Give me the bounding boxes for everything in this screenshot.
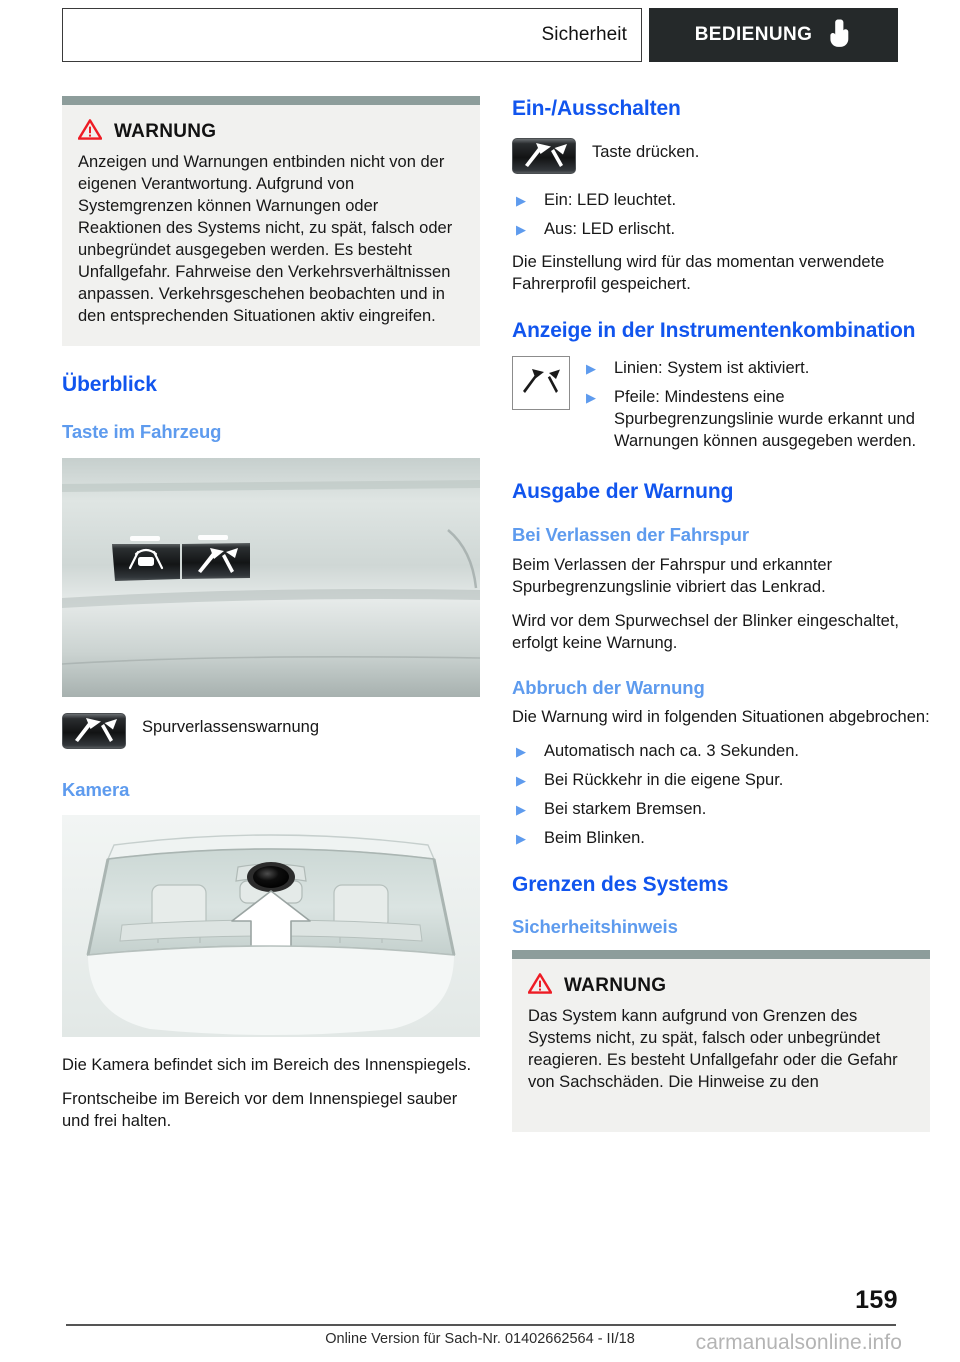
heading-ueberblick: Überblick [62,372,157,396]
triangle-bullet-icon: ▶ [516,192,526,208]
warning-box-topbar [512,950,930,959]
heading-anzeige-instrumentenkombination: Anzeige in der Instrumentenkombination [512,319,916,343]
einaus-bullet-list [512,190,930,241]
heading-taste-im-fahrzeug: Taste im Fahrzeug [62,421,222,443]
heading-ausgabe-der-warnung: Ausgabe der Warnung [512,479,734,503]
triangle-bullet-icon: ▶ [516,802,526,818]
list-item [512,828,930,850]
verlassen-paragraph-2: Wird vor dem Spurwechsel der Blinker eingeschaltet, erfolgt keine Warnung. [512,611,900,652]
heading-bei-verlassen-der-fahrspur: Bei Verlassen der Fahrspur [512,524,749,546]
warning-box-left [62,96,480,346]
list-item [512,741,930,763]
list-item-label: Aus: LED erlischt. [544,219,676,238]
list-item [512,219,930,241]
taste-druecken-row [512,138,930,174]
list-item [582,387,930,453]
list-item-label: Bei Rückkehr in die eigene Spur. [544,771,784,790]
triangle-bullet-icon: ▶ [586,360,596,376]
online-version-text: Online Version für Sach-Nr. 01402662564 - II/18 [325,1331,635,1347]
anzeige-icon-list-row [512,356,930,453]
button-legend-row [62,713,480,749]
instrument-cluster-lane-icon [512,356,570,410]
heading-kamera: Kamera [62,778,130,800]
abbruch-bullet-list [512,741,930,850]
lane-departure-warning-button-icon [512,138,576,174]
warning-triangle-icon [78,119,102,145]
list-item [512,770,930,792]
footer-divider [66,1324,896,1326]
warning-text: Das System kann aufgrund von Grenzen des Systems nicht, zu spät, falsch oder unbegründet reagieren. Es besteht Unfallgefahr oder die Gefahr von Sachschäden. Die Hinweise zu den [528,1007,898,1091]
chapter-tab[interactable] [62,8,642,62]
list-item-label: Pfeile: Mindestens eine Spurbegrenzungslinie wurde erkannt und Warnungen können ausgegeben werden. [614,387,917,450]
taste-druecken-label: Taste drücken. [592,142,700,161]
dashboard-buttons-photo [62,458,480,697]
einaus-note: Die Einstellung wird für das momentan verwendete Fahrerprofil gespeichert. [512,253,885,294]
page-header [62,8,898,62]
triangle-bullet-icon: ▶ [516,773,526,789]
abbruch-intro: Die Warnung wird in folgenden Situationen abgebrochen: [512,708,930,727]
section-tab[interactable] [649,8,898,62]
warning-box-topbar [62,96,480,105]
heading-sicherheitshinweis: Sicherheitshinweis [512,915,678,937]
triangle-bullet-icon: ▶ [516,830,526,846]
pointing-hand-icon [826,18,852,53]
heading-grenzen-des-systems: Grenzen des Systems [512,872,729,896]
list-item [512,799,930,821]
section-tab-label: BEDIENUNG [694,24,813,45]
kamera-paragraph-1: Die Kamera befindet sich im Bereich des Innenspiegels. [62,1056,472,1075]
windshield-camera-photo [62,815,480,1037]
right-column [512,96,930,1132]
anzeige-bullet-list [582,356,930,453]
button-legend-label: Spurverlassenswarnung [142,717,320,736]
triangle-bullet-icon: ▶ [516,221,526,237]
kamera-paragraph-2: Frontscheibe im Bereich vor dem Innenspiegel sauber und frei halten. [62,1090,458,1131]
triangle-bullet-icon: ▶ [516,744,526,760]
left-column [62,96,480,1133]
warning-title: WARNUNG [114,121,217,142]
lane-departure-warning-button-icon [62,713,126,749]
list-item [582,358,930,380]
heading-ein-ausschalten: Ein-/Ausschalten [512,97,681,120]
list-item [512,190,930,212]
warning-box-right [512,950,930,1132]
warning-triangle-icon [528,973,552,999]
list-item-label: Linien: System ist aktiviert. [614,358,810,377]
watermark: carmanualsonline.info [695,1331,902,1354]
warning-title: WARNUNG [564,975,667,997]
list-item-label: Bei starkem Bremsen. [544,800,707,819]
list-item-label: Ein: LED leuchtet. [544,190,677,209]
list-item-label: Automatisch nach ca. 3 Sekunden. [544,742,799,761]
triangle-bullet-icon: ▶ [586,389,596,405]
page-number: 159 [855,1286,898,1314]
warning-text: Anzeigen und Warnungen entbinden nicht von der eigenen Verantwortung. Aufgrund von Systemgrenzen können Warnungen oder Reaktionen des Systems nicht, zu spät, falsch oder unbegründet ausgegeben werden. Es besteht Unfallgefahr. Fahrweise den Verkehrsverhältnissen anpassen. Verkehrsgeschehen beobachten und in den entsprechenden Situationen aktiv eingreifen. [78,153,453,325]
list-item-label: Beim Blinken. [544,828,645,847]
chapter-tab-label: Sicherheit [541,24,627,45]
heading-abbruch-der-warnung: Abbruch der Warnung [512,676,705,698]
verlassen-paragraph-1: Beim Verlassen der Fahrspur und erkannter Spurbegrenzungslinie vibriert das Lenkrad. [512,555,833,596]
